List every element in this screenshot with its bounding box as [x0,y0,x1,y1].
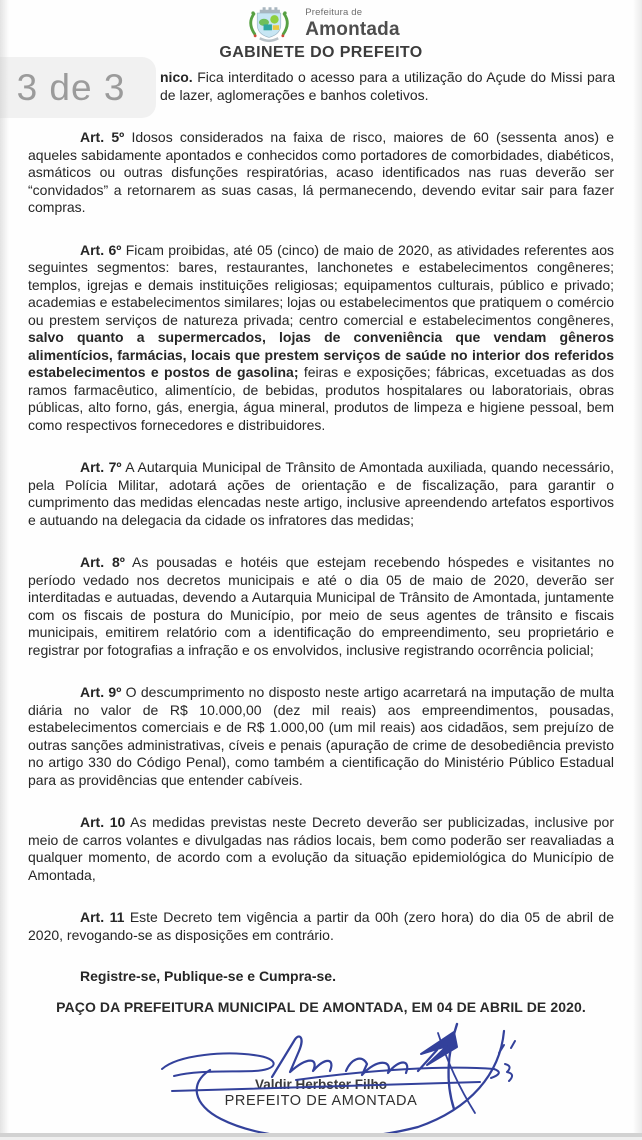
place-and-date-line: PAÇO DA PREFEITURA MUNICIPAL DE AMONTADA, EM 04 DE ABRIL DE 2020. [56,999,586,1015]
article-9-paragraph: Art. 9º O descumprimento no disposto neste artigo acarretará na imputação de multa diária no valor de R$ 10.000,00 (dez mil reais) aos empreendimentos, pousadas, estabelecimentos comerciais e de R$ 1.000,00 (um mil reais) aos cidadãos, sem prejuízo de outras sanções administrativas, cíveis e penais (apuração de crime de desobediência previsto no artigo 330 do Código Penal), como também a cientificação do Ministério Público Estadual para as providências que entender cabíveis. [28,684,614,788]
page-counter-label: 3 de 3 [16,66,126,108]
page-title: GABINETE DO PREFEITO [219,44,423,61]
logo-wordmark [305,8,400,39]
signature-block [28,1019,614,1140]
logo-line-2: Amontada [305,18,400,40]
closing-order-line: Registre-se, Publique-se e Cumpra-se. [80,968,336,984]
fragment-line-2: de lazer, aglomerações e banhos coletivos. [160,86,429,103]
paragraph-fragment [160,69,615,104]
fragment-line-1: nico. Fica interditado o acesso para a utilização do Açude do Missi para [160,69,615,85]
article-11-paragraph: Art. 11 Este Decreto tem vigência a partir da 00h (zero hora) do dia 05 de abril de 2020, revogando-se as disposições em contrário. [28,909,614,943]
signatory-name: Valdir Herbster Filho [254,1077,388,1092]
article-8-paragraph: Art. 8º As pousadas e hotéis que estejam recebendo hóspedes e visitantes no período vedado nos decretos municipais e até o dia 05 de maio de 2020, deverão ser interditadas e autuadas, devendo a Autarquia Municipal de Trânsito de Amontada, juntamente com os fiscais de postura do Município, por meio de seus agentes de trânsito e fiscais municipais, emitirem relatório com a identificação do empreendimento, seu proprietário e registrar por fotografias a infração e os envolvidos, inclusive registrando ocorrência policial; [28,554,614,658]
article-7-paragraph: Art. 7º A Autarquia Municipal de Trânsito de Amontada auxiliada, quando necessário, pela Polícia Militar, adotará ações de orientação e de fiscalização, para garantir o cumprimento das medidas elencadas neste artigo, inclusive apreendendo artefatos esportivos e autuando na delegacia da cidade os infratores das medidas; [28,459,614,528]
article-6-paragraph: Art. 6º Ficam proibidas, até 05 (cinco) de maio de 2020, as atividades referentes aos seguintes segmentos: bares, restaurantes, lanchonetes e estabelecimentos congêneres; templos, igrejas e demais instituições religiosas; equipamentos culturais, público e privado; academias e estabelecimentos similares; lojas ou estabelecimentos que pratiquem o comércio ou prestem serviços de natureza privada; centro comercial e estabelecimentos congêneres, salvo quanto a supermercados, lojas de conveniência que vendam gêneros alimentícios, farmácias, locais que prestem serviços de saúde no interior dos referidos estabelecimentos e postos de gasolina; feiras e exposições; fábricas, excetuadas as dos ramos farmacêutico, alimentício, de bebidas, produtos hospitalares ou laboratoriais, obras públicas, alto forno, gás, energia, água mineral, produtos de limpeza e higiene pessoal, bem como respectivos fornecedores e distribuidores. [28,241,614,433]
page-counter-badge [0,57,156,118]
signatory-role: PREFEITO DE AMONTADA [224,1093,418,1109]
coat-of-arms-icon [242,3,296,45]
logo-line-1: Prefeitura de [305,7,363,19]
article-10-paragraph: Art. 10 As medidas previstas neste Decreto deverão ser publicizadas, inclusive por meio de carros volantes e divulgadas nas rádios locais, bem como poderão ser reavaliadas a qualquer momento, de acordo com a evolução da situação epidemiológica do Município de Amontada, [28,814,614,883]
article-5-paragraph: Art. 5º Idosos considerados na faixa de risco, maiores de 60 (sessenta anos) e aqueles sabidamente apontados e conhecidos como portadores de comorbidades, diabéticos, asmáticos ou outras disfunções respiratórias, acaso identificados nas ruas deverão ser “convidados” a retornarem as suas casas, lá permanecendo, devendo evitar sair para fazer compras. [28,129,614,215]
municipality-logo [28,0,614,42]
signatory [28,1077,614,1109]
